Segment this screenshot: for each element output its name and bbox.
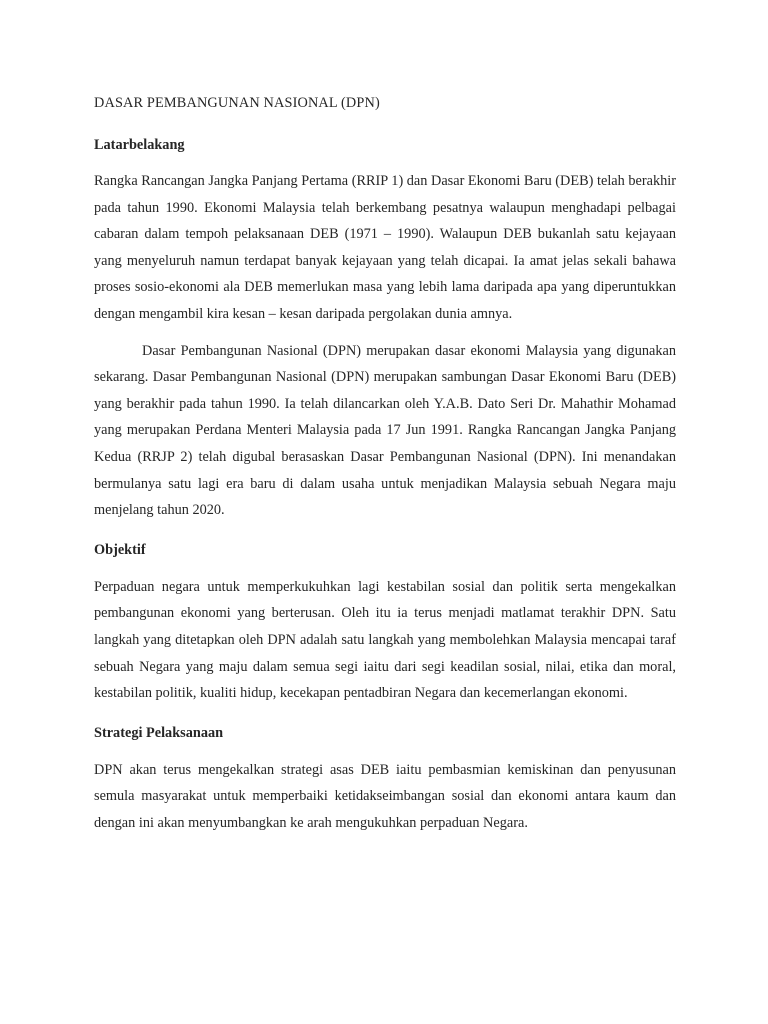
document-title: DASAR PEMBANGUNAN NASIONAL (DPN) bbox=[94, 95, 380, 111]
section-heading-objektif: Objektif bbox=[94, 541, 146, 558]
paragraph-latarbelakang-2: Dasar Pembangunan Nasional (DPN) merupakan dasar ekonomi Malaysia yang digunakan sekarang. Dasar Pembangunan Nasional (DPN) merupakan sambungan Dasar Ekonomi Baru (DEB) yang berakhir pada tahun 1990. Ia telah dilancarkan oleh Y.A.B. Dato Seri Dr. Mahathir Mohamad yang merupakan Perdana Menteri Malaysia pada 17 Jun 1991. Rangka Rancangan Jangka Panjang Kedua (RRJP 2) telah digubal berasaskan Dasar Pembangunan Nasional (DPN). Ini menandakan bermulanya satu lagi era baru di dalam usaha untuk menjadikan Malaysia sebuah Negara maju menjelang tahun 2020. bbox=[94, 342, 676, 519]
paragraph-objektif: Perpaduan negara untuk memperkukuhkan lagi kestabilan sosial dan politik serta mengekalkan pembangunan ekonomi yang berterusan. Oleh itu ia terus menjadi matlamat terakhir DPN. Satu langkah yang ditetapkan oleh DPN adalah satu langkah yang membolehkan Malaysia mencapai taraf sebuah Negara yang maju dalam semua segi iaitu dari segi keadilan sosial, nilai, etika dan moral, kestabilan politik, kualiti hidup, kecekapan pentadbiran Negara dan kecemerlangan ekonomi. bbox=[94, 578, 676, 702]
section-heading-latarbelakang: Latarbelakang bbox=[94, 137, 185, 153]
paragraph-strategi-pelaksanaan: DPN akan terus mengekalkan strategi asas DEB iaitu pembasmian kemiskinan dan penyusunan semula masyarakat untuk memperbaiki ketidakseimbangan sosial dan ekonomi antara kaum dan dengan ini akan menyumbangkan ke arah mengukuhkan perpaduan Negara. bbox=[94, 761, 676, 831]
document-body bbox=[94, 94, 676, 836]
paragraph-latarbelakang-1: Rangka Rancangan Jangka Panjang Pertama (RRIP 1) dan Dasar Ekonomi Baru (DEB) telah berakhir pada tahun 1990. Ekonomi Malaysia telah berkembang pesatnya walaupun menghadapi pelbagai cabaran dalam tempoh pelaksanaan DEB (1971 – 1990). Walaupun DEB bukanlah satu kejayaan yang menyeluruh namun terdapat banyak kejayaan yang telah dicapai. Ia amat jelas sekali bahawa proses sosio-ekonomi ala DEB memerlukan masa yang lebih lama daripada apa yang diperuntukkan dengan mengambil kira kesan – kesan daripada pergolakan dunia amnya. bbox=[94, 173, 676, 322]
section-heading-strategi-pelaksanaan: Strategi Pelaksanaan bbox=[94, 724, 224, 741]
